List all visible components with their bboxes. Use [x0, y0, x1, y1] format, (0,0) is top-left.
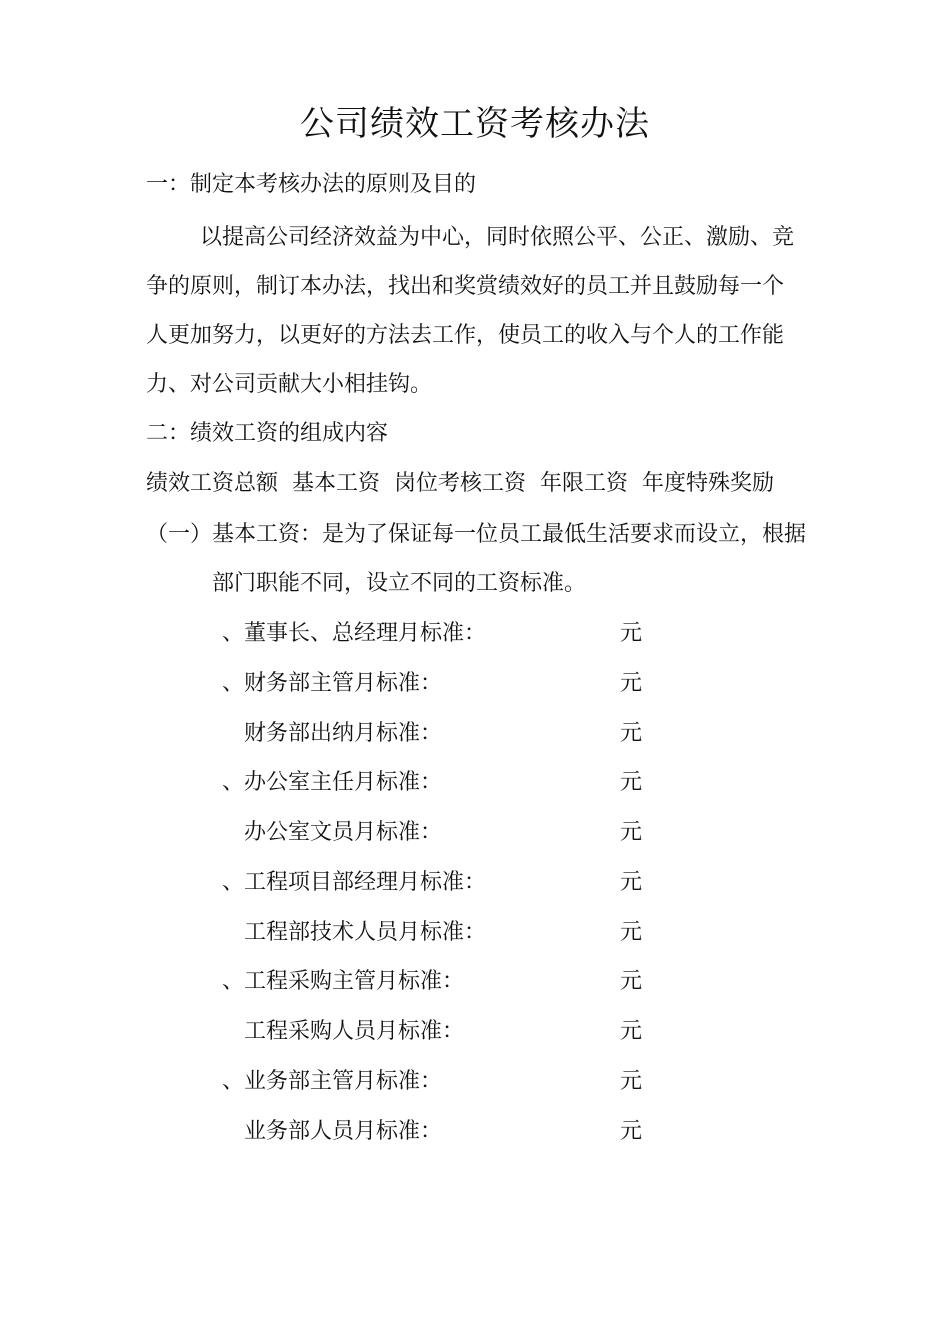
section-2-heading: 二：绩效工资的组成内容 — [146, 421, 389, 446]
basic-salary-line-1: （一）基本工资：是为了保证每一位员工最低生活要求而设立，根据 — [146, 522, 807, 547]
standard-label: 、工程采购主管月标准： — [222, 969, 465, 994]
standard-unit: 元 — [620, 1119, 643, 1144]
standard-label: 、业务部主管月标准： — [222, 1069, 443, 1094]
standard-unit: 元 — [620, 770, 643, 795]
standard-unit: 元 — [620, 870, 643, 895]
standard-label: 、董事长、总经理月标准： — [222, 621, 487, 646]
basic-salary-line-2: 部门职能不同，设立不同的工资标准。 — [212, 571, 587, 596]
section-1-heading: 一：制定本考核办法的原则及目的 — [146, 172, 477, 197]
standard-unit: 元 — [620, 671, 643, 696]
standard-label: 、财务部主管月标准： — [222, 671, 443, 696]
standard-label: 财务部出纳月标准： — [244, 721, 443, 746]
paragraph-line-1: 以提高公司经济效益为中心，同时依照公平、公正、激励、竞 — [200, 225, 795, 250]
paragraph-line-2: 争的原则，制订本办法，找出和奖赏绩效好的员工并且鼓励每一个 — [146, 274, 785, 299]
document-title: 公司绩效工资考核办法 — [300, 104, 650, 144]
standard-unit: 元 — [620, 1069, 643, 1094]
standard-label: 办公室文员月标准： — [244, 820, 443, 845]
standard-label: 工程部技术人员月标准： — [244, 920, 487, 945]
standard-unit: 元 — [620, 621, 643, 646]
paragraph-line-3: 人更加努力，以更好的方法去工作，使员工的收入与个人的工作能 — [146, 323, 785, 348]
paragraph-line-4: 力、对公司贡献大小相挂钩。 — [146, 372, 433, 397]
standard-unit: 元 — [620, 721, 643, 746]
standard-unit: 元 — [620, 820, 643, 845]
salary-components: 绩效工资总额 基本工资 岗位考核工资 年限工资 年度特殊奖励 — [146, 471, 774, 496]
standard-label: 、工程项目部经理月标准： — [222, 870, 487, 895]
standard-label: 业务部人员月标准： — [244, 1119, 443, 1144]
standard-label: 、办公室主任月标准： — [222, 770, 443, 795]
standard-unit: 元 — [620, 1019, 643, 1044]
standard-unit: 元 — [620, 920, 643, 945]
standard-unit: 元 — [620, 969, 643, 994]
standard-label: 工程采购人员月标准： — [244, 1019, 465, 1044]
